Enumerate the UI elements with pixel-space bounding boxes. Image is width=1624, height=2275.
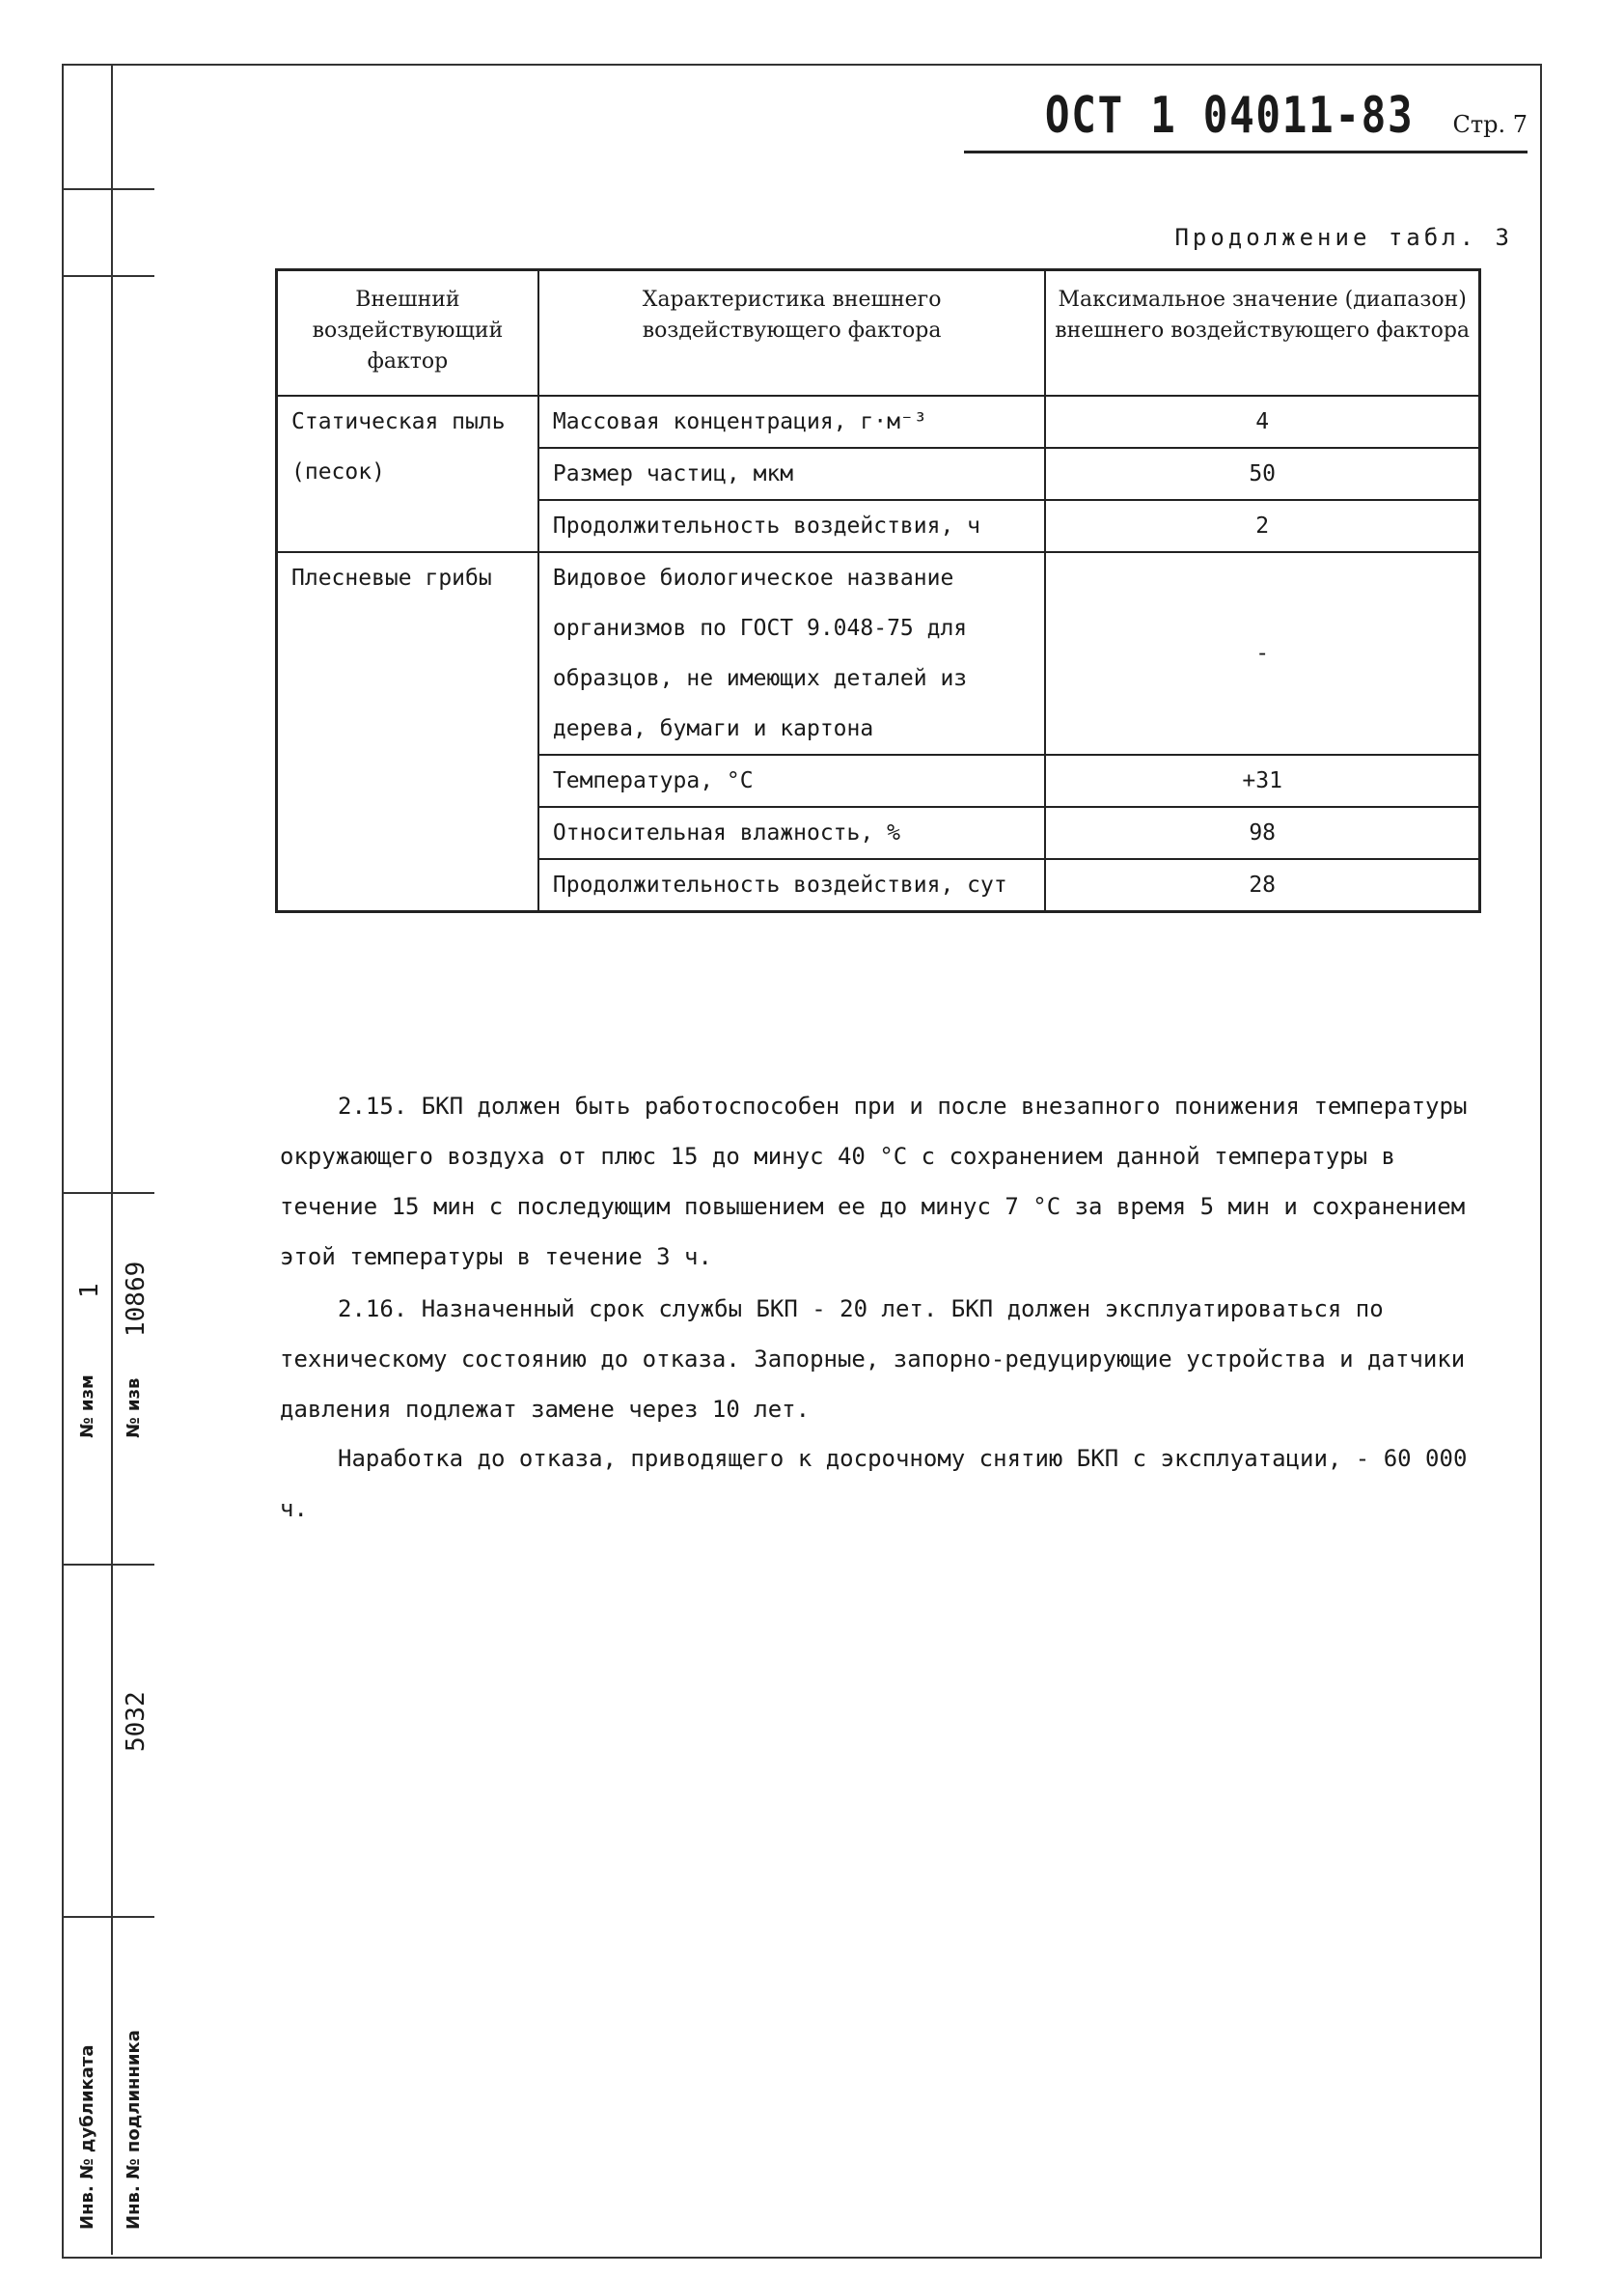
sidebar-line — [62, 1916, 154, 1918]
paragraph-2-16: 2.16. Назначенный срок службы БКП - 20 лет. БКП должен эксплуатироваться по техническому состоянию до отказа. Запорные, запорно-редуцирующие устройства и датчики давления подлежат замене через 10 лет. — [280, 1295, 1466, 1423]
header-max-value: Максимальное значение (диапазон) внешнего воздействующего фактора — [1045, 270, 1479, 396]
table-row — [277, 396, 1480, 448]
header-characteristic: Характеристика внешнего воздействующего фактора — [538, 270, 1045, 396]
paragraph-mtbf: Наработка до отказа, приводящего к досрочному снятию БКП с эксплуатации, - 60 000 ч. — [280, 1445, 1468, 1522]
sidebar-izv-value: 10869 — [122, 1261, 151, 1337]
document-code: ОСТ 1 04011-83 — [1045, 87, 1415, 145]
page-number: Стр. 7 — [1452, 111, 1528, 138]
characteristic-cell: Температура, °С — [538, 755, 1045, 807]
table-continuation-caption: Продолжение табл. 3 — [1174, 224, 1513, 251]
factor-cell: Плесневые грибы — [277, 552, 538, 912]
factor-cell: Статическая пыль (песок) — [277, 396, 538, 552]
value-cell: - — [1045, 552, 1479, 755]
value-cell: 50 — [1045, 448, 1479, 500]
sidebar-line — [62, 275, 154, 277]
table-header-row — [277, 270, 1480, 396]
value-cell: +31 — [1045, 755, 1479, 807]
sidebar-izv-label: № изв — [124, 1377, 144, 1438]
sidebar-dubl-label: Инв. № дубликата — [77, 2044, 97, 2230]
sidebar-line — [62, 188, 154, 190]
sidebar-izm-value: 1 — [75, 1283, 104, 1298]
header-factor: Внешний воздействующий фактор — [277, 270, 538, 396]
value-cell: 2 — [1045, 500, 1479, 552]
characteristic-cell: Размер частиц, мкм — [538, 448, 1045, 500]
sidebar-izm-label: № изм — [77, 1374, 97, 1438]
characteristic-cell: Продолжительность воздействия, сут — [538, 859, 1045, 912]
value-cell: 28 — [1045, 859, 1479, 912]
paragraph-2-15: 2.15. БКП должен быть работоспособен при и после внезапного понижения температуры окружающего воздуха от плюс 15 до минус 40 °С с сохранением данной температуры в течение 15 мин с последующим повышением ее до минус 7 °С за время 5 мин и сохранением этой температуры в течение 3 ч. — [280, 1093, 1468, 1270]
table-row — [277, 552, 1480, 755]
sidebar-podl-label: Инв. № подлинника — [124, 2030, 144, 2230]
characteristic-cell: Видовое биологическое название организмов по ГОСТ 9.048-75 для образцов, не имеющих деталей из дерева, бумаги и картона — [538, 552, 1045, 755]
sidebar-dubl-value: 5032 — [122, 1691, 151, 1752]
sidebar-line — [62, 1192, 154, 1194]
value-cell: 4 — [1045, 396, 1479, 448]
characteristic-cell: Массовая концентрация, г·м⁻³ — [538, 396, 1045, 448]
characteristic-cell: Продолжительность воздействия, ч — [538, 500, 1045, 552]
characteristic-cell: Относительная влажность, % — [538, 807, 1045, 859]
sidebar-line — [62, 1564, 154, 1566]
sidebar-divider — [111, 64, 113, 2255]
factors-table — [275, 268, 1481, 913]
page-header — [964, 87, 1528, 153]
value-cell: 98 — [1045, 807, 1479, 859]
